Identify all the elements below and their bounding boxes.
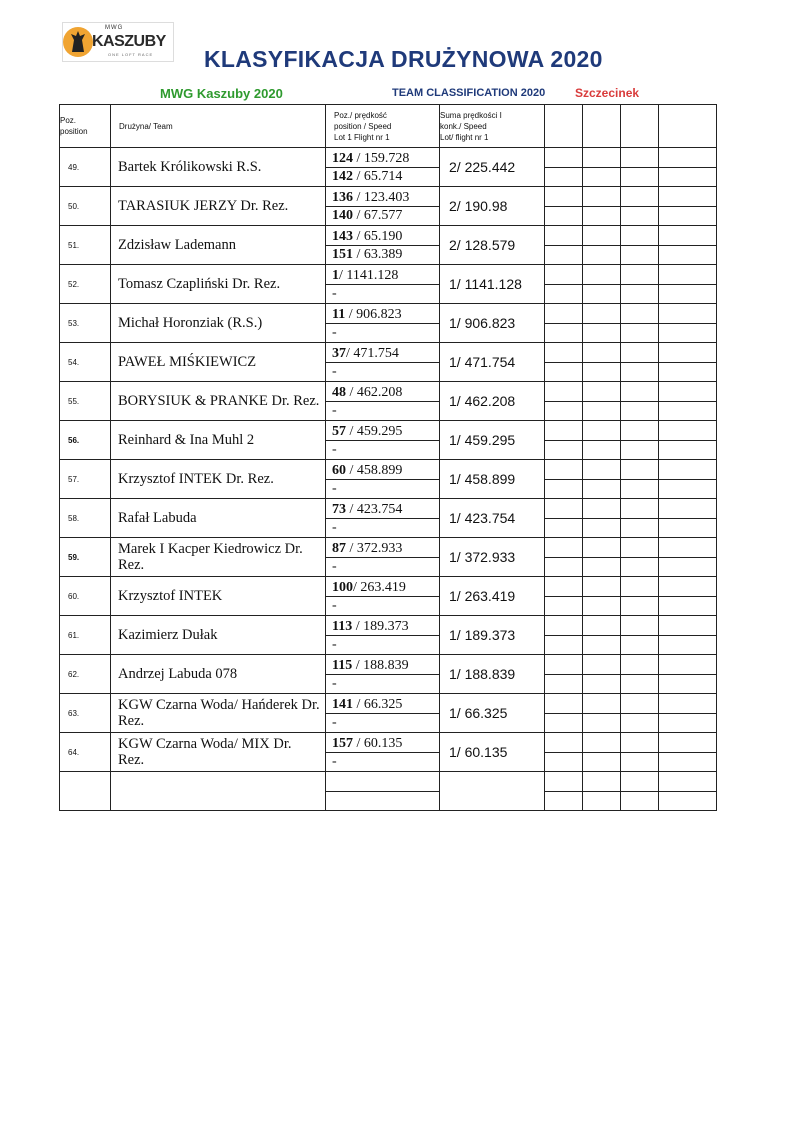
extra-cell <box>621 304 659 343</box>
speed-value-2: - <box>332 519 337 535</box>
speed-line-1 <box>326 149 439 168</box>
extra-cell <box>583 226 621 265</box>
row-team: Kazimierz Dułak <box>111 616 326 655</box>
row-speed <box>326 499 440 538</box>
row-sum: 1/ 458.899 <box>440 460 545 499</box>
extra-cell <box>583 694 621 733</box>
row-speed <box>326 148 440 187</box>
row-position: 60. <box>60 577 111 616</box>
subtitle-location: Szczecinek <box>575 86 640 100</box>
speed-line-1 <box>326 188 439 207</box>
extra-cell <box>583 655 621 694</box>
speed-position-1: 100 <box>332 579 353 595</box>
row-sum: 1/ 188.839 <box>440 655 545 694</box>
speed-value-1: / 189.373 <box>352 618 409 634</box>
speed-line-1 <box>326 383 439 402</box>
speed-line-2 <box>326 207 439 225</box>
speed-position-1: 48 <box>332 384 346 400</box>
row-sum: 1/ 189.373 <box>440 616 545 655</box>
table-row <box>60 733 717 772</box>
speed-value-2: - <box>332 675 337 691</box>
speed-value-2: - <box>332 363 337 379</box>
row-sum: 1/ 60.135 <box>440 733 545 772</box>
row-position: 53. <box>60 304 111 343</box>
table-row <box>60 148 717 187</box>
header-extra-1 <box>545 105 583 148</box>
extra-cell <box>583 265 621 304</box>
speed-position-1: 141 <box>332 696 353 712</box>
table-row <box>60 577 717 616</box>
table-row <box>60 616 717 655</box>
row-sum: 2/ 225.442 <box>440 148 545 187</box>
row-speed <box>326 538 440 577</box>
extra-cell <box>583 304 621 343</box>
speed-line-1 <box>326 656 439 675</box>
row-sum: 1/ 66.325 <box>440 694 545 733</box>
extra-cell <box>545 499 583 538</box>
extra-cell <box>621 460 659 499</box>
speed-position-1: 115 <box>332 657 353 673</box>
row-position: 64. <box>60 733 111 772</box>
speed-position-1: 136 <box>332 189 353 205</box>
extra-cell <box>583 577 621 616</box>
extra-cell <box>545 343 583 382</box>
speed-position-1: 143 <box>332 228 353 244</box>
row-position: 63. <box>60 694 111 733</box>
extra-cell <box>621 655 659 694</box>
speed-value-1: / 123.403 <box>353 189 410 205</box>
table-row <box>60 499 717 538</box>
speed-line-2 <box>326 675 439 693</box>
speed-line-1 <box>326 461 439 480</box>
speed-value-2: - <box>332 714 337 730</box>
speed-line-2 <box>326 324 439 342</box>
speed-position-1: 11 <box>332 306 346 322</box>
extra-cell <box>659 538 717 577</box>
extra-cell <box>659 304 717 343</box>
speed-value-1: / 471.754 <box>346 345 399 361</box>
extra-cell <box>621 382 659 421</box>
speed-position-1: 124 <box>332 150 353 166</box>
extra-cell <box>659 616 717 655</box>
row-speed <box>326 655 440 694</box>
row-position: 57. <box>60 460 111 499</box>
table-header-row <box>60 105 717 148</box>
table-row <box>60 538 717 577</box>
speed-line-2 <box>326 714 439 732</box>
extra-cell <box>545 187 583 226</box>
speed-value-1: / 188.839 <box>352 657 409 673</box>
extra-cell <box>583 733 621 772</box>
speed-value-2: - <box>332 441 337 457</box>
row-speed <box>326 382 440 421</box>
speed-value-1: / 423.754 <box>346 501 403 517</box>
header-team: Drużyna/ Team <box>111 105 326 148</box>
row-team: KGW Czarna Woda/ MIX Dr. Rez. <box>111 733 326 772</box>
row-sum: 2/ 190.98 <box>440 187 545 226</box>
row-sum: 1/ 1141.128 <box>440 265 545 304</box>
classification-table <box>59 104 717 811</box>
speed-line-2 <box>326 441 439 459</box>
extra-cell <box>621 694 659 733</box>
row-sum: 1/ 263.419 <box>440 577 545 616</box>
header-extra-3 <box>621 105 659 148</box>
speed-value-1: / 1141.128 <box>339 267 399 283</box>
row-speed <box>326 343 440 382</box>
row-speed <box>326 577 440 616</box>
header-extra-2 <box>583 105 621 148</box>
extra-cell <box>621 538 659 577</box>
row-team: TARASIUK JERZY Dr. Rez. <box>111 187 326 226</box>
extra-cell <box>659 187 717 226</box>
row-position: 62. <box>60 655 111 694</box>
extra-cell <box>621 226 659 265</box>
extra-cell <box>583 382 621 421</box>
extra-cell <box>583 499 621 538</box>
speed-value-1: / 60.135 <box>353 735 403 751</box>
row-speed <box>326 226 440 265</box>
extra-cell <box>621 265 659 304</box>
row-position: 61. <box>60 616 111 655</box>
speed-value-2: - <box>332 597 337 613</box>
speed-value-2: - <box>332 324 337 340</box>
speed-line-1 <box>326 578 439 597</box>
speed-position-1: 157 <box>332 735 353 751</box>
empty-cell <box>326 772 440 811</box>
extra-cell <box>659 148 717 187</box>
row-speed <box>326 265 440 304</box>
speed-value-1: / 372.933 <box>346 540 403 556</box>
table-row <box>60 343 717 382</box>
extra-cell <box>545 655 583 694</box>
page-title: KLASYFIKACJA DRUŻYNOWA 2020 <box>204 46 603 72</box>
row-position: 49. <box>60 148 111 187</box>
row-speed <box>326 460 440 499</box>
speed-line-2 <box>326 636 439 654</box>
extra-cell <box>545 694 583 733</box>
table-row <box>60 655 717 694</box>
row-team: KGW Czarna Woda/ Hańderek Dr. Rez. <box>111 694 326 733</box>
row-position: 52. <box>60 265 111 304</box>
extra-cell <box>659 421 717 460</box>
row-speed <box>326 187 440 226</box>
empty-cell <box>621 772 659 811</box>
logo-text-mwg: MWG <box>105 25 124 31</box>
speed-value-1: / 458.899 <box>346 462 403 478</box>
speed-value-1: / 906.823 <box>345 306 402 322</box>
speed-value-2: - <box>332 636 337 652</box>
row-speed <box>326 733 440 772</box>
empty-cell <box>583 772 621 811</box>
extra-cell <box>545 148 583 187</box>
speed-line-1 <box>326 344 439 363</box>
speed-line-1 <box>326 422 439 441</box>
speed-value-1: / 159.728 <box>353 150 410 166</box>
speed-line-2 <box>326 480 439 498</box>
speed-line-2 <box>326 558 439 576</box>
row-team: Andrzej Labuda 078 <box>111 655 326 694</box>
speed-line-1 <box>326 500 439 519</box>
subtitle-event: MWG Kaszuby 2020 <box>160 86 283 101</box>
speed-line-1 <box>326 695 439 714</box>
row-sum: 1/ 462.208 <box>440 382 545 421</box>
extra-cell <box>659 577 717 616</box>
extra-cell <box>621 616 659 655</box>
row-sum: 1/ 423.754 <box>440 499 545 538</box>
extra-cell <box>621 733 659 772</box>
extra-cell <box>621 499 659 538</box>
speed-position-1: 113 <box>332 618 353 634</box>
row-team: Zdzisław Lademann <box>111 226 326 265</box>
extra-cell <box>659 460 717 499</box>
extra-cell <box>545 265 583 304</box>
table-row <box>60 187 717 226</box>
row-speed <box>326 616 440 655</box>
row-position: 56. <box>60 421 111 460</box>
speed-position-2: 151 <box>332 246 353 262</box>
speed-line-1 <box>326 266 439 285</box>
extra-cell <box>659 499 717 538</box>
row-position: 51. <box>60 226 111 265</box>
speed-line-1 <box>326 227 439 246</box>
logo-text-sub: ONE LOFT RACE <box>108 52 154 57</box>
row-team: Bartek Królikowski R.S. <box>111 148 326 187</box>
extra-cell <box>545 382 583 421</box>
extra-cell <box>659 733 717 772</box>
table-row <box>60 694 717 733</box>
speed-position-1: 60 <box>332 462 346 478</box>
speed-position-1: 73 <box>332 501 346 517</box>
table-row <box>60 382 717 421</box>
row-position: 59. <box>60 538 111 577</box>
subtitle-classification: TEAM CLASSIFICATION 2020 <box>392 87 546 99</box>
row-sum: 1/ 372.933 <box>440 538 545 577</box>
speed-position-1: 1 <box>332 267 339 283</box>
table-row <box>60 460 717 499</box>
extra-cell <box>659 655 717 694</box>
row-position: 50. <box>60 187 111 226</box>
speed-line-1 <box>326 539 439 558</box>
table-row <box>60 421 717 460</box>
speed-value-2: - <box>332 753 337 769</box>
speed-value-2: - <box>332 285 337 301</box>
speed-position-1: 87 <box>332 540 346 556</box>
empty-cell <box>659 772 717 811</box>
row-sum: 1/ 459.295 <box>440 421 545 460</box>
row-team: Marek I Kacper Kiedrowicz Dr. Rez. <box>111 538 326 577</box>
speed-line-2 <box>326 363 439 381</box>
header-position: Poz. position <box>60 105 111 148</box>
speed-value-1: / 459.295 <box>346 423 403 439</box>
extra-cell <box>545 538 583 577</box>
speed-value-2: / 65.714 <box>353 168 403 184</box>
row-team: Michał Horonziak (R.S.) <box>111 304 326 343</box>
speed-line-1 <box>326 305 439 324</box>
extra-cell <box>545 226 583 265</box>
speed-line-2 <box>326 168 439 186</box>
row-speed <box>326 694 440 733</box>
table-row <box>60 265 717 304</box>
row-sum: 2/ 128.579 <box>440 226 545 265</box>
extra-cell <box>659 226 717 265</box>
extra-cell <box>583 538 621 577</box>
speed-line-2 <box>326 597 439 615</box>
speed-value-1: / 462.208 <box>346 384 403 400</box>
speed-value-2: - <box>332 402 337 418</box>
row-position: 58. <box>60 499 111 538</box>
extra-cell <box>621 421 659 460</box>
row-team: PAWEŁ MIŚKIEWICZ <box>111 343 326 382</box>
speed-value-2: - <box>332 480 337 496</box>
table-row <box>60 304 717 343</box>
header-sum: Suma prędkości I konk./ Speed Lot/ flight nr 1 <box>440 105 545 148</box>
extra-cell <box>583 343 621 382</box>
speed-value-1: / 263.419 <box>353 579 406 595</box>
row-team: Reinhard & Ina Muhl 2 <box>111 421 326 460</box>
extra-cell <box>621 577 659 616</box>
row-sum: 1/ 471.754 <box>440 343 545 382</box>
row-speed <box>326 421 440 460</box>
speed-value-2: / 63.389 <box>353 246 403 262</box>
extra-cell <box>659 694 717 733</box>
row-team: Krzysztof INTEK Dr. Rez. <box>111 460 326 499</box>
speed-line-1 <box>326 617 439 636</box>
row-position: 55. <box>60 382 111 421</box>
extra-cell <box>659 343 717 382</box>
speed-value-2: - <box>332 558 337 574</box>
empty-cell <box>60 772 111 811</box>
extra-cell <box>583 616 621 655</box>
extra-cell <box>621 187 659 226</box>
row-team: Krzysztof INTEK <box>111 577 326 616</box>
extra-cell <box>583 460 621 499</box>
extra-cell <box>659 265 717 304</box>
extra-cell <box>621 343 659 382</box>
row-sum: 1/ 906.823 <box>440 304 545 343</box>
speed-position-1: 57 <box>332 423 346 439</box>
extra-cell <box>545 460 583 499</box>
extra-cell <box>545 577 583 616</box>
row-position: 54. <box>60 343 111 382</box>
row-team: Rafał Labuda <box>111 499 326 538</box>
speed-line-2 <box>326 246 439 264</box>
speed-value-1: / 65.190 <box>353 228 403 244</box>
extra-cell <box>583 187 621 226</box>
speed-line-2 <box>326 285 439 303</box>
speed-position-2: 140 <box>332 207 353 223</box>
speed-position-2: 142 <box>332 168 353 184</box>
row-speed <box>326 304 440 343</box>
extra-cell <box>583 421 621 460</box>
speed-position-1: 37 <box>332 345 346 361</box>
empty-cell <box>545 772 583 811</box>
header-extra-4 <box>659 105 717 148</box>
extra-cell <box>621 148 659 187</box>
speed-value-1: / 66.325 <box>353 696 403 712</box>
extra-cell <box>545 616 583 655</box>
header-speed: Poz./ prędkość position / Speed Lot 1 Flight nr 1 <box>326 105 440 148</box>
empty-cell <box>111 772 326 811</box>
extra-cell <box>659 382 717 421</box>
speed-line-2 <box>326 402 439 420</box>
table-row <box>60 226 717 265</box>
extra-cell <box>583 148 621 187</box>
empty-cell <box>440 772 545 811</box>
empty-row <box>60 772 717 811</box>
extra-cell <box>545 733 583 772</box>
extra-cell <box>545 421 583 460</box>
speed-line-2 <box>326 519 439 537</box>
row-team: Tomasz Czapliński Dr. Rez. <box>111 265 326 304</box>
speed-line-2 <box>326 753 439 771</box>
row-team: BORYSIUK & PRANKE Dr. Rez. <box>111 382 326 421</box>
speed-value-2: / 67.577 <box>353 207 403 223</box>
logo-text-kaszuby: KASZUBY <box>92 33 166 50</box>
speed-line-1 <box>326 734 439 753</box>
extra-cell <box>545 304 583 343</box>
